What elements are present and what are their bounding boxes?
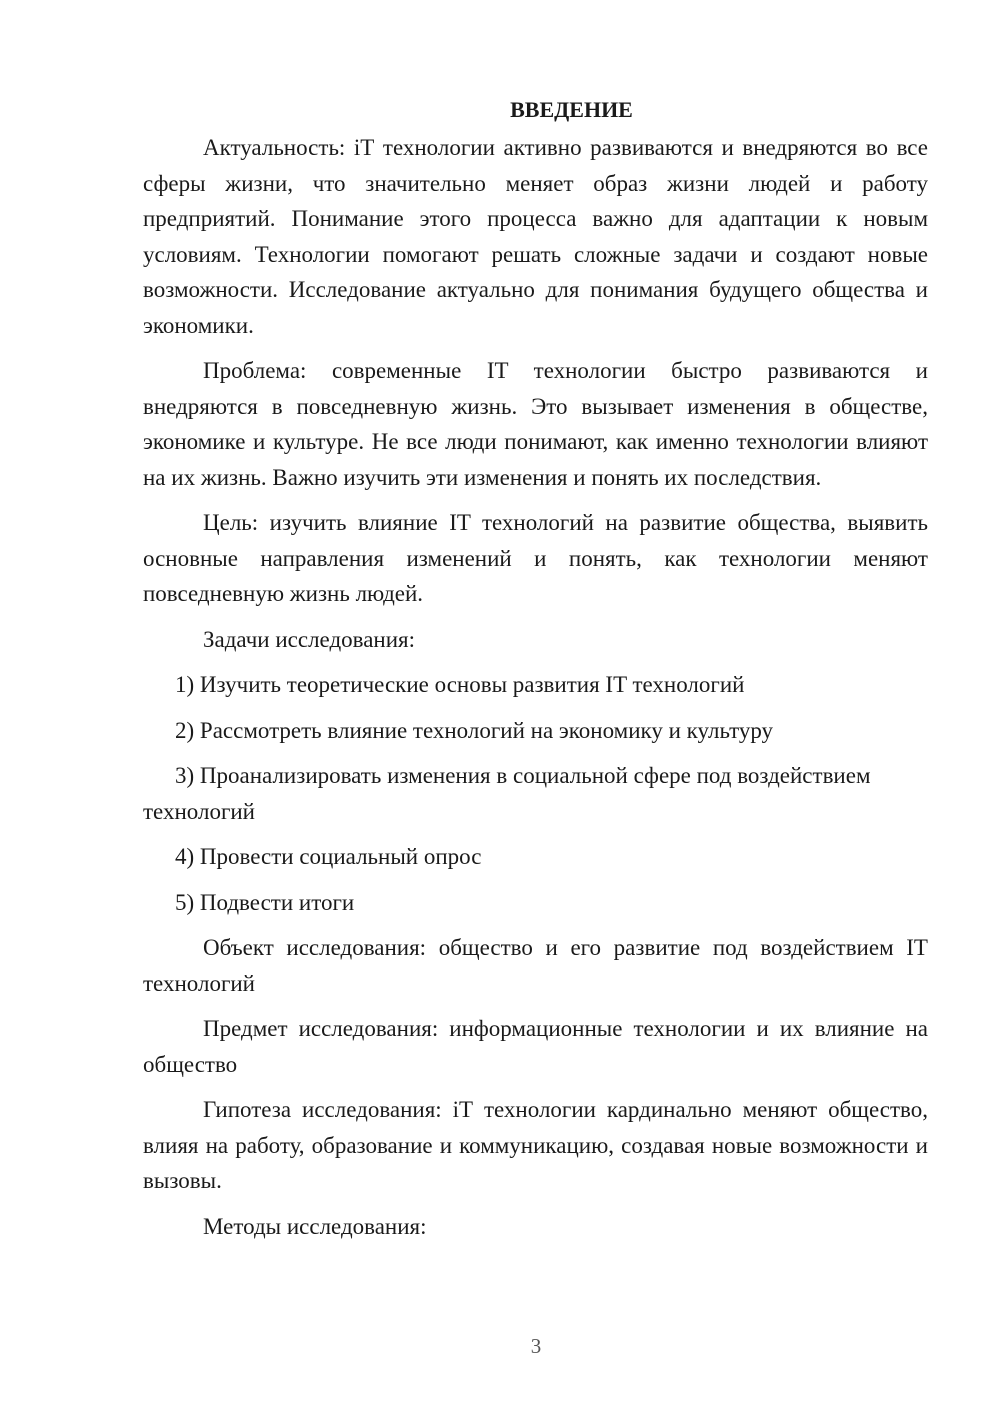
paragraph-hypothesis: Гипотеза исследования: iТ технологии кардинально меняют общество, влияя на работу, образование и коммуникацию, создавая новые возможности и вызовы. <box>143 1097 928 1193</box>
page-content <box>143 90 928 1244</box>
paragraph-problem: Проблема: современные IT технологии быстро развиваются и внедряются в повседневную жизнь. Это вызывает изменения в обществе, экономике и культуре. Не все люди понимают, как именно технологии влияют на их жизнь. Важно изучить эти изменения и понять их последствия. <box>143 358 928 490</box>
paragraph-subject: Предмет исследования: информационные технологии и их влияние на общество <box>143 1016 928 1077</box>
task-item: 5) Подвести итоги <box>175 889 355 915</box>
paragraph-relevance: Актуальность: iТ технологии активно развиваются и внедряются во все сферы жизни, что значительно меняет образ жизни людей и работу предприятий. Понимание этого процесса важно для адаптации к новым условиям. Технологии помогают решать сложные задачи и создают новые возможности. Исследование актуально для понимания будущего общества и экономики. <box>143 135 928 338</box>
task-item: 1) Изучить теоретические основы развития IT технологий <box>175 672 745 697</box>
paragraph-tasks-title: Задачи исследования: <box>203 626 416 652</box>
task-item: 4) Провести социальный опрос <box>175 844 482 869</box>
page-number: 3 <box>530 1334 542 1358</box>
section-heading: ВВЕДЕНИЕ <box>510 97 633 122</box>
paragraph-methods-title: Методы исследования: <box>203 1213 427 1239</box>
paragraph-goal: Цель: изучить влияние IT технологий на развитие общества, выявить основные направления изменений и понять, как технологии меняют повседневную жизнь людей. <box>143 510 928 606</box>
paragraph-object: Объект исследования: общество и его развитие под воздействием IT технологий <box>143 935 928 996</box>
task-item: 2) Рассмотреть влияние технологий на экономику и культуру <box>175 717 774 743</box>
task-item: 3) Проанализировать изменения в социальной сфере под воздействием технологий <box>143 763 871 824</box>
